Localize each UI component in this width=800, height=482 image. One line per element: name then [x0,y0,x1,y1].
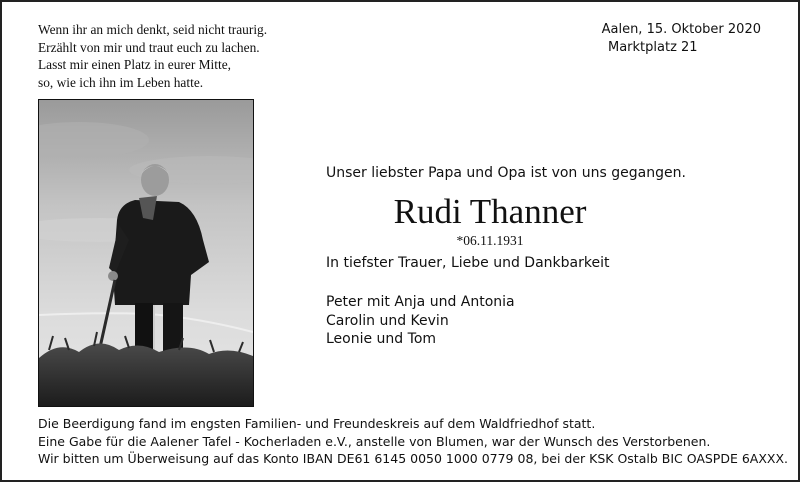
deceased-name: Rudi Thanner [393,192,587,231]
family-member: Peter mit Anja und Antonia [326,294,515,310]
portrait-image [39,100,253,406]
family-member: Carolin und Kevin [326,312,449,329]
date-line: Aalen, 15. Oktober 2020 [601,22,761,37]
family-list [326,293,515,349]
funeral-notes [38,415,788,468]
poem-line: Lasst mir einen Platz in eurer Mitte, [38,57,231,73]
poem-line: Wenn ihr an mich denkt, seid nicht traurig. [38,22,268,37]
poem-line: Erzählt von mir und traut euch zu lachen. [38,39,260,55]
birth-date: *06.11.1931 [456,233,524,248]
portrait-photo [38,99,254,407]
note-line: Wir bitten um Überweisung auf das Konto IBAN DE61 6145 0050 1000 0779 08, bei der KSK Ostalb BIC OASPDE 6AXXX. [38,451,789,466]
poem-line: so, wie ich ihn im Leben hatte. [38,74,204,90]
intro-text: Unser liebster Papa und Opa ist von uns gegangen. [326,165,686,181]
address: Marktplatz 21 [608,40,698,55]
mourning-text: In tiefster Trauer, Liebe und Dankbarkeit [326,255,610,271]
note-line: Eine Gabe für die Aalener Tafel - Kocherladen e.V., anstelle von Blumen, war der Wunsch des Verstorbenen. [38,433,711,449]
family-member: Leonie und Tom [326,331,437,347]
poem [38,21,318,91]
note-line: Die Beerdigung fand im engsten Familien- und Freundeskreis auf dem Waldfriedhof statt. [38,416,596,431]
place-and-date [501,21,761,57]
